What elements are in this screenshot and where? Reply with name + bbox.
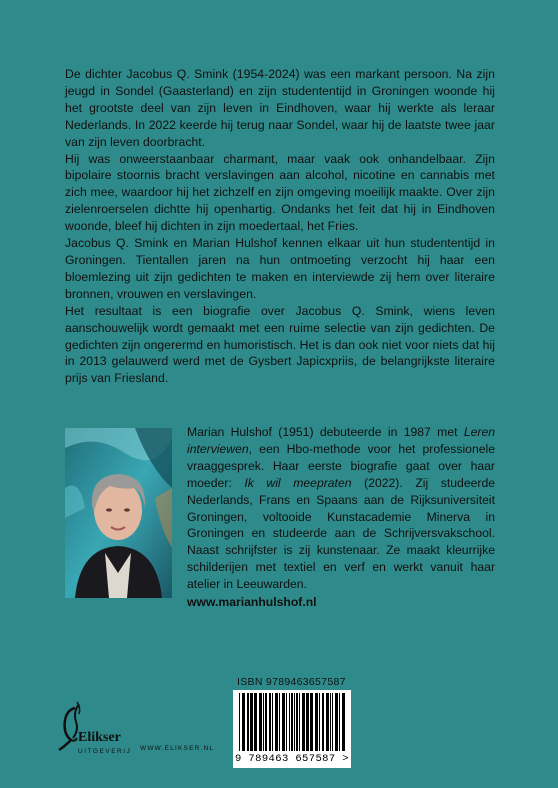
barcode-bars [239, 693, 345, 753]
publisher-url[interactable]: WWW.ELIKSER.NL [140, 745, 215, 752]
barcode-number: 9 789463 657587 > [235, 753, 349, 765]
description-paragraph: Hij was onweerstaanbaar charmant, maar vaak ook onhandelbaar. Zijn bipolaire stoornis bracht verslavingen aan alcohol, nicotine en cannabis met zich mee, waardoor hij het zichzelf en zijn omgeving moeilijk maakte. Over zijn zielenroerselen dichtte hij openhartig. Ondanks het feit dat hij in Eindhoven woonde, bleef hij dichten in zijn moedertaal, het Fries. [65, 151, 495, 234]
publisher-name: Elikser [78, 730, 121, 745]
book-description [65, 66, 495, 387]
author-photo [65, 428, 172, 598]
isbn-label: ISBN 9789463657587 [237, 676, 346, 688]
book-title-2: Ik wil meepraten [244, 475, 352, 490]
bio-rest: (2022). Zij studeerde Nederlands, Frans en Spaans aan de Rijksuniversiteit Groningen, voltooide Kunstacademie Minerva in Groningen en studeerde aan de Schrijversvakschool. Naast schrijfster is zij kunstenaar. Ze maakt kleurrijke schilderijen met textiel en verf en werkt vanuit haar atelier in Leeuwarden. [187, 475, 495, 592]
book-title-1: Leren interviewen [187, 425, 495, 456]
author-website-link[interactable]: www.marianhulshof.nl [187, 595, 317, 610]
barcode [233, 690, 351, 768]
description-paragraph: Jacobus Q. Smink en Marian Hulshof kennen elkaar uit hun studententijd in Groningen. Tientallen jaren na hun ontmoeting verzocht hij haar een bloemlezing uit zijn gedichten te maken en interviewde zij hem over literaire bronnen, vrouwen en verslavingen. [65, 236, 495, 301]
author-bio [187, 424, 495, 611]
bio-intro: Marian Hulshof (1951) debuteerde in 1987 met [187, 425, 464, 439]
description-paragraph: Het resultaat is een biografie over Jacobus Q. Smink, wiens leven aanschouwelijk wordt gemaakt met een ruime selectie van zijn gedichten. De gedichten zijn ongerermd en humoristisch. Het is dan ook niet voor niets dat hij in 2013 gelauwerd werd met de Gysbert Japicxpriis, de belangrijkste literaire prijs van Friesland. [65, 303, 495, 386]
description-paragraph: De dichter Jacobus Q. Smink (1954-2024) was een markant persoon. Na zijn jeugd in Sondel (Gaasterland) en zijn studententijd in Groningen woonde hij het grootste deel van zijn leven in Eindhoven, waar hij werkte als leraar Nederlands. In 2022 keerde hij terug naar Sondel, waar hij de laatste twee jaar van zijn leven doorbracht. [65, 67, 495, 149]
publisher-subtitle: UITGEVERIJ [78, 748, 132, 755]
publisher-logo-icon [45, 700, 120, 755]
bio-mid: , een Hbo-methode voor het professionele vraaggesprek. Haar eerste biografie gaat over haar moeder: [187, 441, 495, 490]
author-section [65, 425, 495, 610]
bio-text [187, 424, 495, 593]
